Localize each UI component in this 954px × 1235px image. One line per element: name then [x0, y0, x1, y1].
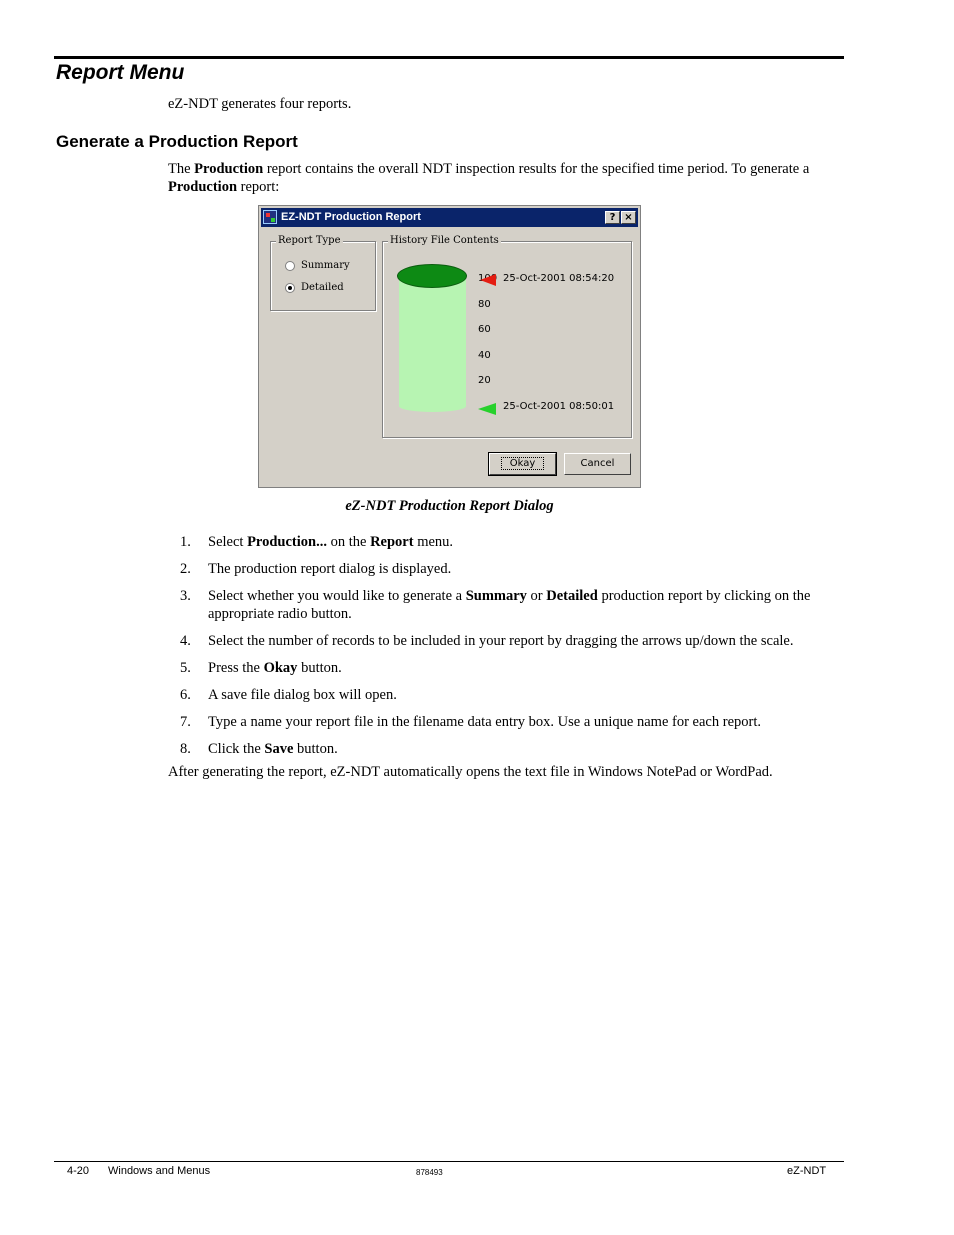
- cancel-button[interactable]: Cancel: [564, 453, 631, 475]
- summary-radio-label: Summary: [301, 260, 350, 271]
- list-item: 4. Select the number of records to be included in your report by dragging the arrows up/down the scale.: [180, 633, 794, 649]
- upper-timestamp: 25-Oct-2001 08:54:20: [503, 273, 615, 284]
- list-item: 8. Click the Save button.: [180, 741, 338, 757]
- footer-doc-number: 878493: [416, 1168, 443, 1177]
- footer-rule: [54, 1161, 844, 1162]
- okay-button-label: Okay: [501, 457, 545, 470]
- summary-radio[interactable]: [285, 261, 295, 271]
- close-button[interactable]: ×: [621, 211, 636, 224]
- lower-range-arrow[interactable]: [478, 403, 496, 415]
- outro-text: After generating the report, eZ-NDT automatically opens the text file in Windows NotePad or WordPad.: [168, 764, 773, 780]
- footer-page-number: 4-20: [67, 1165, 90, 1177]
- scale-tick-40: 40: [478, 350, 491, 361]
- list-item: 6. A save file dialog box will open.: [180, 687, 397, 703]
- history-cylinder: [399, 276, 466, 412]
- dialog-title: EZ-NDT Production Report: [281, 211, 421, 223]
- intro-text: eZ-NDT generates four reports.: [168, 96, 352, 112]
- footer-product: eZ-NDT: [787, 1165, 827, 1177]
- scale-tick-60: 60: [478, 324, 491, 335]
- dialog-titlebar[interactable]: [261, 208, 638, 227]
- scale-tick-80: 80: [478, 299, 491, 310]
- scale-tick-100: 100: [478, 273, 498, 284]
- list-item: 7. Type a name your report file in the filename data entry box. Use a unique name for each report.: [180, 714, 761, 730]
- detailed-radio[interactable]: [285, 283, 295, 293]
- okay-button[interactable]: [489, 453, 556, 475]
- figure-caption: eZ-NDT Production Report Dialog: [345, 498, 554, 514]
- detailed-radio-label: Detailed: [301, 282, 344, 293]
- lower-timestamp: 25-Oct-2001 08:50:01: [503, 401, 615, 412]
- steps-list: [168, 533, 848, 767]
- report-type-group: [270, 235, 376, 311]
- history-cylinder-top: [397, 264, 467, 288]
- section-heading: Generate a Production Report: [56, 132, 298, 151]
- report-type-label: Report Type: [278, 235, 341, 246]
- help-button[interactable]: ?: [605, 211, 620, 224]
- footer-section: Windows and Menus: [108, 1165, 211, 1177]
- production-report-dialog: [258, 205, 641, 488]
- intro-paragraph: The Production report contains the overall NDT inspection results for the specified time period. To generate a Production report:: [168, 161, 810, 195]
- history-file-label: History File Contents: [390, 235, 499, 246]
- list-item: 1. Select Production... on the Report menu.: [180, 534, 454, 550]
- app-icon: [263, 210, 277, 224]
- scale-tick-20: 20: [478, 375, 491, 386]
- top-rule: [54, 56, 844, 59]
- upper-range-arrow[interactable]: [480, 274, 496, 286]
- list-item: 5. Press the Okay button.: [180, 660, 342, 676]
- list-item: 2. The production report dialog is displayed.: [180, 561, 452, 577]
- list-item: 3. Select whether you would like to generate a Summary or Detailed production report by clicking on the appropriate radio button.: [180, 588, 811, 622]
- page-title: Report Menu: [56, 61, 185, 84]
